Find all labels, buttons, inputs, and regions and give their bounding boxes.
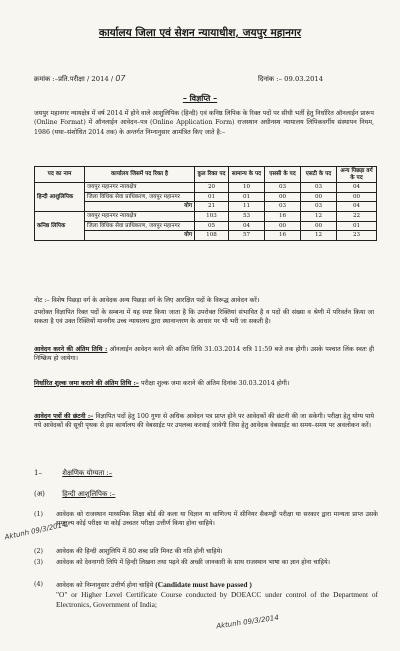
list-item bbox=[34, 580, 378, 609]
list-item bbox=[34, 547, 378, 556]
fee-date-text: परीक्षा शुल्क जमा कराने की अंतिम दिनांक 30.03.2014 होगी। bbox=[140, 380, 290, 387]
list-item bbox=[34, 558, 378, 567]
value-cell: 00 bbox=[301, 192, 337, 202]
subsection-label: हिन्दी आशुलिपिक :– bbox=[62, 490, 116, 498]
item-number: (4) bbox=[34, 581, 43, 588]
notice-date bbox=[258, 74, 323, 83]
value-cell: 00 bbox=[265, 221, 301, 231]
section-label: शैक्षणिक योग्यता :– bbox=[62, 469, 113, 477]
value-cell: 04 bbox=[337, 183, 377, 193]
table-header-row bbox=[35, 167, 377, 183]
reference-handwritten-number: 07 bbox=[115, 74, 126, 83]
value-cell: 00 bbox=[337, 192, 377, 202]
table-total-row bbox=[35, 202, 377, 212]
value-cell: 53 bbox=[229, 211, 265, 221]
value-cell: 01 bbox=[337, 221, 377, 231]
value-cell: 03 bbox=[301, 183, 337, 193]
value-cell: 03 bbox=[265, 183, 301, 193]
value-cell: 04 bbox=[229, 221, 265, 231]
header-cell: पद का नाम bbox=[35, 167, 85, 183]
value-cell: 00 bbox=[265, 192, 301, 202]
value-cell: 12 bbox=[301, 211, 337, 221]
table-row bbox=[35, 211, 377, 221]
list-item bbox=[34, 510, 378, 528]
header-cell: सामान्य के पद bbox=[229, 167, 265, 183]
handwritten-signature-bottom: Aktunh 09/3/2014 bbox=[215, 613, 280, 631]
table-total-row bbox=[35, 231, 377, 241]
total-cell: 21 bbox=[195, 202, 229, 212]
screening-paragraph bbox=[34, 412, 374, 431]
table-row bbox=[35, 183, 377, 193]
section-stenographer bbox=[34, 490, 115, 499]
item-number: (3) bbox=[34, 559, 43, 566]
table-row bbox=[35, 221, 377, 231]
section-number: 1– bbox=[34, 469, 42, 477]
vacancy-table bbox=[34, 166, 377, 241]
total-cell: 57 bbox=[229, 231, 265, 241]
value-cell: 16 bbox=[265, 211, 301, 221]
item-number: (2) bbox=[34, 548, 43, 555]
section-qualification bbox=[34, 469, 112, 478]
screening-text: विज्ञापित पदों हेतु 100 गुणा से अधिक आवेदन पत्र प्राप्त होने पर आवेदकों की छंटनी की जा सकेगी। परीक्षा हेतु योग्य पाये गये आवेदकों की सूची पृथक से इस कार्यालय की वेबसाईट पर उपलब्ध करवाई जावेगी जिस हेतु आवेदक वेबसाईट का समय–समय पर अवलोकन करें। bbox=[34, 413, 374, 430]
value-cell: 103 bbox=[195, 211, 229, 221]
item-text-hindi: आवेदक को निम्नानुसार उत्तीर्ण होना चाहिये bbox=[56, 582, 154, 589]
value-cell: 00 bbox=[301, 221, 337, 231]
office-cell: जयपुर महानगर न्यायक्षेत्र bbox=[85, 211, 195, 221]
total-cell: 16 bbox=[265, 231, 301, 241]
reference-number bbox=[34, 74, 126, 83]
total-label-cell: योग bbox=[85, 202, 195, 212]
item-text: आवेदक की हिन्दी आशुलिपि में 80 शब्द प्रति मिनट की गति होनी चाहिये। bbox=[56, 548, 223, 555]
header-cell: कार्यालय जिसमें पद रिक्त है bbox=[85, 167, 195, 183]
post-name-cell: कनिष्ठ लिपिक bbox=[35, 211, 85, 240]
total-cell: 12 bbox=[301, 231, 337, 241]
value-cell: 05 bbox=[195, 221, 229, 231]
office-cell: जिला विधिक सेवा प्राधिकरण, जयपुर महानगर bbox=[85, 192, 195, 202]
header-cell: एससी के पद bbox=[265, 167, 301, 183]
reference-prefix: क्रमांक :–प्रति.परीक्षा / 2014 / bbox=[34, 75, 114, 83]
total-cell: 03 bbox=[265, 202, 301, 212]
vacancy-paragraph: उपरोक्त विज्ञापित रिक्त पदों के सम्बन्ध में यह स्पष्ट किया जाता है कि उपरोक्त रिक्तियां संभावित है व पदों की संख्या व श्रेणी में परिवर्तन किया जा सकता है एवं उक्त रिक्तियों माननीय उच्च न्यायालय द्वारा स्थानान्तरण के आधार पर भी भरी जा सकती है। bbox=[34, 309, 374, 326]
header-cell: कुल रिक्त पद bbox=[195, 167, 229, 183]
item-number: (1) bbox=[34, 511, 43, 518]
total-cell: 108 bbox=[195, 231, 229, 241]
value-cell: 01 bbox=[229, 192, 265, 202]
header-cell: अन्य पिछड़ा वर्ग के पद bbox=[337, 167, 377, 183]
screening-label: आवेदन पत्रों की छंटनी :– bbox=[34, 413, 94, 420]
total-label-cell: योग bbox=[85, 231, 195, 241]
handwritten-signature-left: Aktunh 09/3/2014 bbox=[3, 520, 68, 542]
table-row bbox=[35, 192, 377, 202]
value-cell: 22 bbox=[337, 211, 377, 221]
last-date-paragraph bbox=[34, 345, 374, 364]
office-cell: जयपुर महानगर न्यायक्षेत्र bbox=[85, 183, 195, 193]
value-cell: 10 bbox=[229, 183, 265, 193]
notice-heading: – विज्ञप्ति – bbox=[182, 93, 218, 103]
post-name-cell: हिन्दी आशुलिपिक bbox=[35, 183, 85, 212]
item-text-english-bold: (Candidate must have passed ) bbox=[155, 580, 252, 589]
value-cell: 20 bbox=[195, 183, 229, 193]
header-cell: एसटी के पद bbox=[301, 167, 337, 183]
note-paragraph: नोट :– विशेष पिछड़ा वर्ग के आवेदक अन्य पिछड़ा वर्ग के लिए आरक्षित पदों के विरूद्ध आवेदन करें। bbox=[34, 297, 260, 304]
fee-date-label: निर्धारित शुल्क जमा कराने की अंतिम तिथि :– bbox=[34, 380, 139, 387]
total-cell: 11 bbox=[229, 202, 265, 212]
total-cell: 03 bbox=[301, 202, 337, 212]
office-cell: जिला विधिक सेवा प्राधिकरण, जयपुर महानगर bbox=[85, 221, 195, 231]
date-label: दिनांक :– bbox=[258, 75, 282, 83]
intro-paragraph: जयपुर महानगर न्यायक्षेत्र में वर्ष 2014 में होने वाले आशुलिपिक (हिन्दी) एवं कनिष्ठ लिपिक के रिक्त पदों पर सीधी भर्ती हेतु निर्धारित ऑनलाईन प्रारूप (Online Format) में ऑनलाईन आवेदन–पत्र (Online Application Form) राजस्थान अधीनस्थ न्यायालय लिपिकवर्गीय संस्थापन नियम, 1986 (यथा–संशोधित 2014 तक) के अन्तर्गत निम्नानुसार आमंत्रित किए जाते है:– bbox=[34, 110, 374, 136]
item-text: आवेदक को राजस्थान माध्यमिक शिक्षा बोर्ड की कला या विज्ञान या वाणिज्य में सीनियर सैकण्ड्री परीक्षा या सरकार द्वारा मान्यता प्राप्त उसके समतुल्य कोई परीक्षा या कोई उच्चतर परीक्षा उत्तीर्ण किया होना चाहिये। bbox=[56, 511, 378, 528]
subsection-number: (अ) bbox=[34, 490, 45, 498]
last-date-text: ऑनलाईन आवेदन करने की अंतिम तिथि 31.03.2014 रात्रि 11:59 बजे तक होगी। उसके पश्चात लिंक स्वतः ही निष्क्रिय हो जायेगा। bbox=[34, 346, 374, 363]
value-cell: 01 bbox=[195, 192, 229, 202]
date-value: 09.03.2014 bbox=[284, 75, 324, 83]
total-cell: 23 bbox=[337, 231, 377, 241]
item-text: आवेदक को देवनागरी लिपि में हिन्दी लिखना तथा पढ़ने की अच्छी जानकारी के साथ राजस्थान भाषा का ज्ञान होना चाहिये। bbox=[56, 559, 331, 566]
office-title: कार्यालय जिला एवं सेशन न्यायाधीश, जयपुर महानगर bbox=[98, 27, 302, 39]
fee-date-paragraph bbox=[34, 379, 374, 388]
last-date-label: आवेदन करने की अंतिम तिथि : bbox=[34, 346, 108, 353]
item-text bbox=[56, 580, 378, 609]
item-text-english: "O" or Higher Level Certificate Course conducted by DOEACC under control of the Department of Electronics, Government of India; bbox=[56, 590, 378, 609]
total-cell: 04 bbox=[337, 202, 377, 212]
